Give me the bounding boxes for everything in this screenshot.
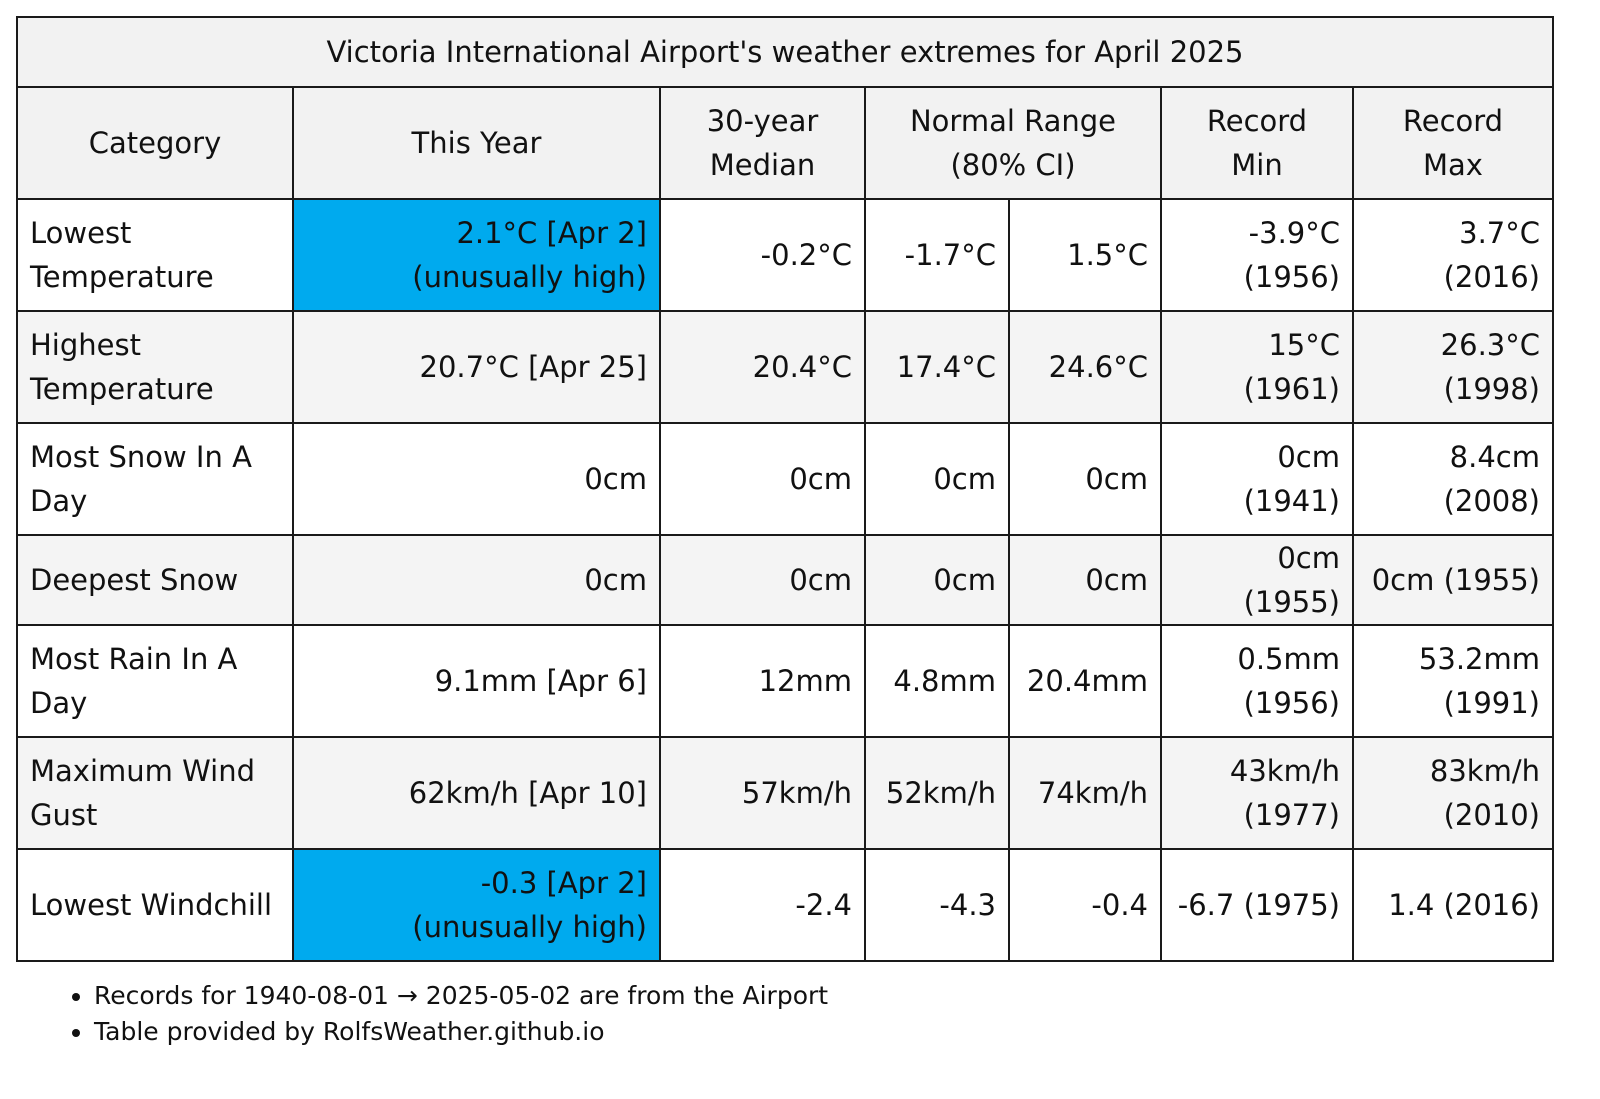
header-normal-range: Normal Range (80% CI) [865,87,1161,199]
record-max-cell: 1.4 (2016) [1353,849,1553,961]
normal-low-cell: 0cm [865,423,1009,535]
header-record-max: Record Max [1353,87,1553,199]
this-year-cell: 62km/h [Apr 10] [293,737,660,849]
footnote-source-credit: • Table provided by RolfsWeather.github.io [94,1014,828,1050]
header-record-min: Record Min [1161,87,1353,199]
this-year-cell: -0.3 [Apr 2] (unusually high) [293,849,660,961]
record-min-cell: -6.7 (1975) [1161,849,1353,961]
record-min-cell: 15°C (1961) [1161,311,1353,423]
category-cell: Lowest Temperature [17,199,293,311]
normal-low-cell: -1.7°C [865,199,1009,311]
median-cell: 57km/h [660,737,865,849]
normal-high-cell: -0.4 [1009,849,1161,961]
record-max-cell: 3.7°C (2016) [1353,199,1553,311]
normal-high-cell: 0cm [1009,423,1161,535]
table-row [17,423,1553,535]
category-cell: Maximum Wind Gust [17,737,293,849]
normal-low-cell: 4.8mm [865,625,1009,737]
table-row [17,535,1553,625]
median-cell: 20.4°C [660,311,865,423]
record-min-cell: 0cm (1955) [1161,535,1353,625]
weather-extremes-table [16,16,1554,962]
normal-high-cell: 24.6°C [1009,311,1161,423]
normal-low-cell: 52km/h [865,737,1009,849]
median-cell: -2.4 [660,849,865,961]
normal-high-cell: 0cm [1009,535,1161,625]
header-category: Category [17,87,293,199]
normal-high-cell: 74km/h [1009,737,1161,849]
record-max-cell: 8.4cm (2008) [1353,423,1553,535]
category-cell: Most Rain In A Day [17,625,293,737]
normal-low-cell: 0cm [865,535,1009,625]
category-cell: Most Snow In A Day [17,423,293,535]
table-row [17,849,1553,961]
normal-high-cell: 20.4mm [1009,625,1161,737]
record-min-cell: 0cm (1941) [1161,423,1353,535]
footnotes-list [40,978,828,1050]
record-max-cell: 53.2mm (1991) [1353,625,1553,737]
record-min-cell: 43km/h (1977) [1161,737,1353,849]
normal-low-cell: -4.3 [865,849,1009,961]
record-max-cell: 0cm (1955) [1353,535,1553,625]
table-row [17,199,1553,311]
table-row [17,737,1553,849]
this-year-cell: 9.1mm [Apr 6] [293,625,660,737]
header-this-year: This Year [293,87,660,199]
this-year-cell: 20.7°C [Apr 25] [293,311,660,423]
median-cell: 12mm [660,625,865,737]
median-cell: 0cm [660,535,865,625]
normal-high-cell: 1.5°C [1009,199,1161,311]
category-cell: Highest Temperature [17,311,293,423]
category-cell: Deepest Snow [17,535,293,625]
record-min-cell: -3.9°C (1956) [1161,199,1353,311]
record-max-cell: 83km/h (2010) [1353,737,1553,849]
record-min-cell: 0.5mm (1956) [1161,625,1353,737]
header-median: 30-year Median [660,87,865,199]
footnote-records-range: • Records for 1940-08-01 → 2025-05-02 are from the Airport [94,978,828,1014]
this-year-cell: 2.1°C [Apr 2] (unusually high) [293,199,660,311]
table-row [17,625,1553,737]
table-title: Victoria International Airport's weather extremes for April 2025 [17,17,1553,87]
table-row [17,311,1553,423]
median-cell: -0.2°C [660,199,865,311]
category-cell: Lowest Windchill [17,849,293,961]
median-cell: 0cm [660,423,865,535]
normal-low-cell: 17.4°C [865,311,1009,423]
record-max-cell: 26.3°C (1998) [1353,311,1553,423]
this-year-cell: 0cm [293,423,660,535]
this-year-cell: 0cm [293,535,660,625]
